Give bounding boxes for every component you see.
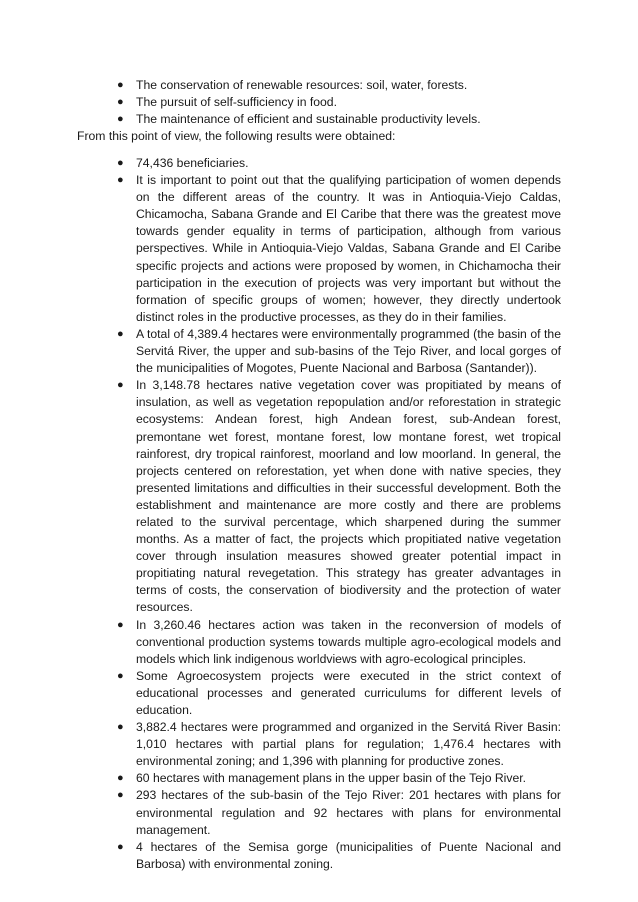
bullet-icon: ● bbox=[117, 113, 124, 126]
list-item: ● In 3,148.78 hectares native vegetation cover was propitiated by means of insulation, as well as vegetation repopulation and/or reforestation in strategic ecosystems: Andean forest, high Andean forest, sub-Andean forest, premontane wet forest, montane forest, low montane forest, wet tropical rainforest, dry tropical rainforest, moorland and low moorland. In general, the projects centered on reforestation, yet when done with native species, they presented limitations and difficulties in their successful development. Both the establishment and maintenance are more costly and there are problems related to the survival percentage, which sharpened during the summer months. As a matter of fact, the projects which propitiated native vegetation cover through insulation measures showed greater potential impact in propitiating natural revegetation. This strategy has greater advantages in terms of costs, the conservation of biodiversity and the protection of water resources. bbox=[117, 378, 561, 615]
bullet-icon: ● bbox=[117, 669, 124, 682]
bullet-icon: ● bbox=[117, 618, 124, 631]
bullet-icon: ● bbox=[117, 772, 124, 785]
bullet-icon: ● bbox=[117, 721, 124, 734]
bullet-icon: ● bbox=[117, 96, 124, 109]
bullet-icon: ● bbox=[117, 327, 124, 340]
list-item: ● 3,882.4 hectares were programmed and organized in the Servitá River Basin: 1,010 hectares with partial plans for regulation; 1,476.4 hectares with environmental zoning; and 1,396 with planning for productive zones. bbox=[117, 720, 561, 769]
list-item: ● 4 hectares of the Semisa gorge (municipalities of Puente Nacional and Barbosa) with environmental zoning. bbox=[117, 839, 561, 871]
list-item: ● It is important to point out that the qualifying participation of women depends on the different areas of the country. It was in Antioquia-Viejo Caldas, Chicamocha, Sabana Grande and El Caribe that there was the greatest move towards gender equality in terms of participation, although from various perspectives. While in Antioquia-Viejo Valdas, Sabana Grande and El Caribe specific projects and actions were proposed by women, in Chichamocha their participation in the execution of projects was very important but without the formation of specific groups of women; however, they directly undertook distinct roles in the productive processes, as they do in their families. bbox=[117, 173, 561, 324]
list-item: ● A total of 4,389.4 hectares were environmentally programmed (the basin of the Servitá River, the upper and sub-basins of the Tejo River, and local gorges of the municipalities of Mogotes, Puente Nacional and Barbosa (Santander)). bbox=[117, 326, 561, 376]
list-item: ● 293 hectares of the sub-basin of the Tejo River: 201 hectares with plans for environmental regulation and 92 hectares with plans for environmental management. bbox=[117, 788, 561, 837]
list-item: ● Some Agroecosystem projects were executed in the strict context of educational processes and generated curriculums for different levels of education. bbox=[117, 668, 561, 717]
bullet-icon: ● bbox=[117, 157, 124, 169]
bullet-icon: ● bbox=[117, 789, 124, 802]
bullet-icon: ● bbox=[117, 840, 124, 853]
intro-paragraph: From this point of view, the following results were obtained: bbox=[77, 129, 396, 143]
list-item: ● The maintenance of efficient and sustainable productivity levels. bbox=[77, 111, 561, 128]
bullet-icon: ● bbox=[117, 174, 124, 187]
results-list bbox=[0, 155, 638, 873]
list-item: ● The pursuit of self-sufficiency in food. bbox=[77, 94, 561, 111]
list-item: ● In 3,260.46 hectares action was taken in the reconversion of models of conventional production systems towards multiple agro-ecological models and models which link indigenous worldviews with agro-ecological principles. bbox=[117, 617, 561, 666]
list-item: ● 74,436 beneficiaries. bbox=[77, 155, 561, 172]
bullet-icon: ● bbox=[117, 79, 124, 91]
bullet-icon: ● bbox=[117, 379, 124, 392]
objectives-list bbox=[0, 77, 638, 128]
list-item: ● The conservation of renewable resources: soil, water, forests. bbox=[77, 77, 561, 94]
list-item: ● 60 hectares with management plans in the upper basin of the Tejo River. bbox=[77, 770, 561, 787]
